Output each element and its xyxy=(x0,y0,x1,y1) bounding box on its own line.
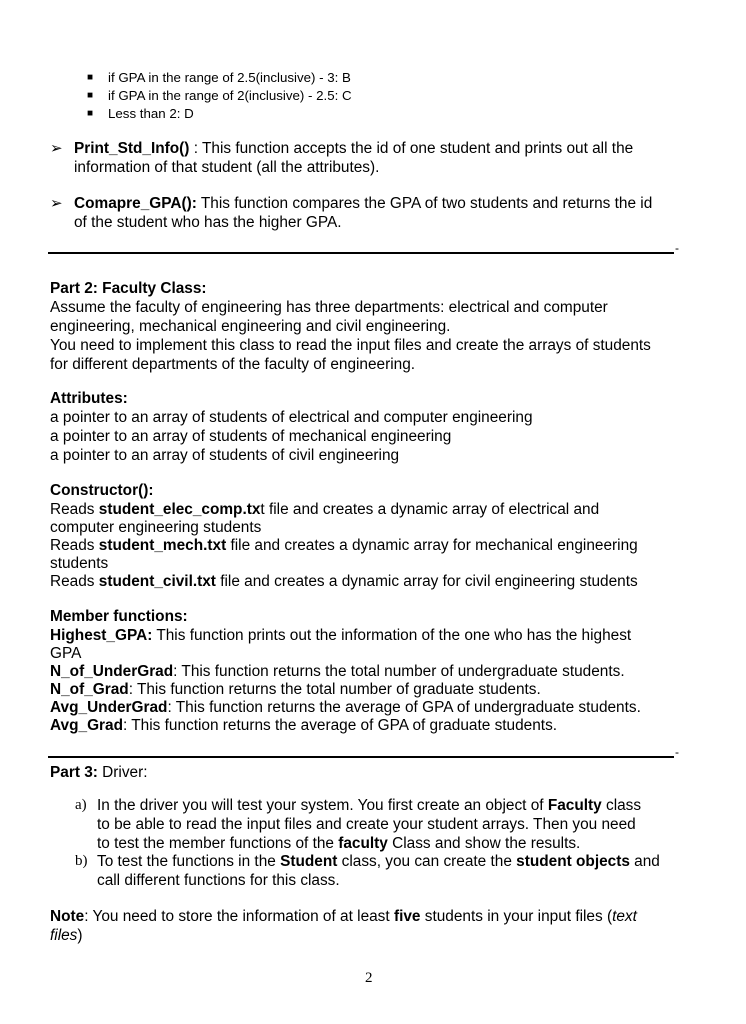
filename: student_mech.txt xyxy=(98,537,227,554)
constructor-line: students xyxy=(50,555,109,572)
constructor-line: Reads student_elec_comp.txt file and creates a dynamic array of electrical and xyxy=(50,501,600,518)
part3-heading: Part 3: Driver: xyxy=(50,764,148,781)
square-bullet-icon: ■ xyxy=(87,90,94,101)
arrow-bullet-icon: ➢ xyxy=(50,139,63,157)
function-description: information of that student (all the attributes). xyxy=(74,159,380,176)
note-label: Note xyxy=(50,908,85,925)
note-line: Note: You need to store the information of at least five students in your input files (text xyxy=(50,908,637,925)
square-bullet-icon: ■ xyxy=(87,72,94,83)
divider-mark: - xyxy=(675,745,679,759)
member-function-line: Avg_UnderGrad: This function returns the average of GPA of undergraduate students. xyxy=(50,699,641,716)
function-description: : This function accepts the id of one student and prints out all the xyxy=(189,140,634,157)
constructor-heading: Constructor(): xyxy=(50,482,154,499)
section-divider xyxy=(48,756,674,758)
member-function-line: Avg_Grad: This function returns the average of GPA of graduate students. xyxy=(50,717,558,734)
member-function-line: GPA xyxy=(50,645,82,662)
member-function-line: N_of_Grad: This function returns the total number of graduate students. xyxy=(50,681,541,698)
function-name: Comapre_GPA(): xyxy=(74,195,197,212)
square-bullet-icon: ■ xyxy=(87,108,94,119)
filename: student_civil.txt xyxy=(98,573,216,590)
bullet-text: Less than 2: D xyxy=(108,106,194,121)
part2-intro-line: Assume the faculty of engineering has three departments: electrical and computer xyxy=(50,299,608,316)
arrow-bullet-icon: ➢ xyxy=(50,194,63,212)
bullet-text: if GPA in the range of 2.5(inclusive) - 3: B xyxy=(108,70,351,85)
page-number: 2 xyxy=(365,970,373,986)
part2-intro-line: engineering, mechanical engineering and civil engineering. xyxy=(50,318,451,335)
bullet-text: if GPA in the range of 2(inclusive) - 2.5: C xyxy=(108,88,352,103)
part2-intro-line: You need to implement this class to read the input files and create the arrays of students xyxy=(50,337,651,354)
driver-item-line: To test the functions in the Student class, you can create the student objects and xyxy=(97,853,660,870)
member-function-line: N_of_UnderGrad: This function returns the total number of undergraduate students. xyxy=(50,663,625,680)
constructor-line: Reads student_mech.txt file and creates a dynamic array for mechanical engineering xyxy=(50,537,638,554)
list-marker: b) xyxy=(75,853,88,869)
constructor-line: computer engineering students xyxy=(50,519,262,536)
note-line: files) xyxy=(50,927,83,944)
driver-item-line: In the driver you will test your system. You first create an object of Faculty class xyxy=(97,797,642,814)
constructor-line: Reads student_civil.txt file and creates a dynamic array for civil engineering students xyxy=(50,573,638,590)
part2-intro-line: for different departments of the faculty of engineering. xyxy=(50,356,416,373)
attribute-line: a pointer to an array of students of electrical and computer engineering xyxy=(50,409,533,426)
function-description: This function compares the GPA of two students and returns the id xyxy=(196,195,653,212)
attributes-heading: Attributes: xyxy=(50,390,128,407)
part2-heading: Part 2: Faculty Class: xyxy=(50,280,207,297)
function-description: of the student who has the higher GPA. xyxy=(74,214,342,231)
filename: student_elec_comp.tx xyxy=(98,501,261,518)
attribute-line: a pointer to an array of students of civil engineering xyxy=(50,447,400,464)
attribute-line: a pointer to an array of students of mechanical engineering xyxy=(50,428,452,445)
driver-item-line: to test the member functions of the faculty Class and show the results. xyxy=(97,835,581,852)
section-divider xyxy=(48,252,674,254)
driver-item-line: to be able to read the input files and create your student arrays. Then you need xyxy=(97,816,636,833)
member-function-line: Highest_GPA: This function prints out the information of the one who has the highest xyxy=(50,627,632,644)
driver-item-line: call different functions for this class. xyxy=(97,872,340,889)
divider-mark: - xyxy=(675,241,679,255)
member-functions-heading: Member functions: xyxy=(50,608,188,625)
list-marker: a) xyxy=(75,797,87,813)
function-name: Print_Std_Info() xyxy=(74,140,190,157)
